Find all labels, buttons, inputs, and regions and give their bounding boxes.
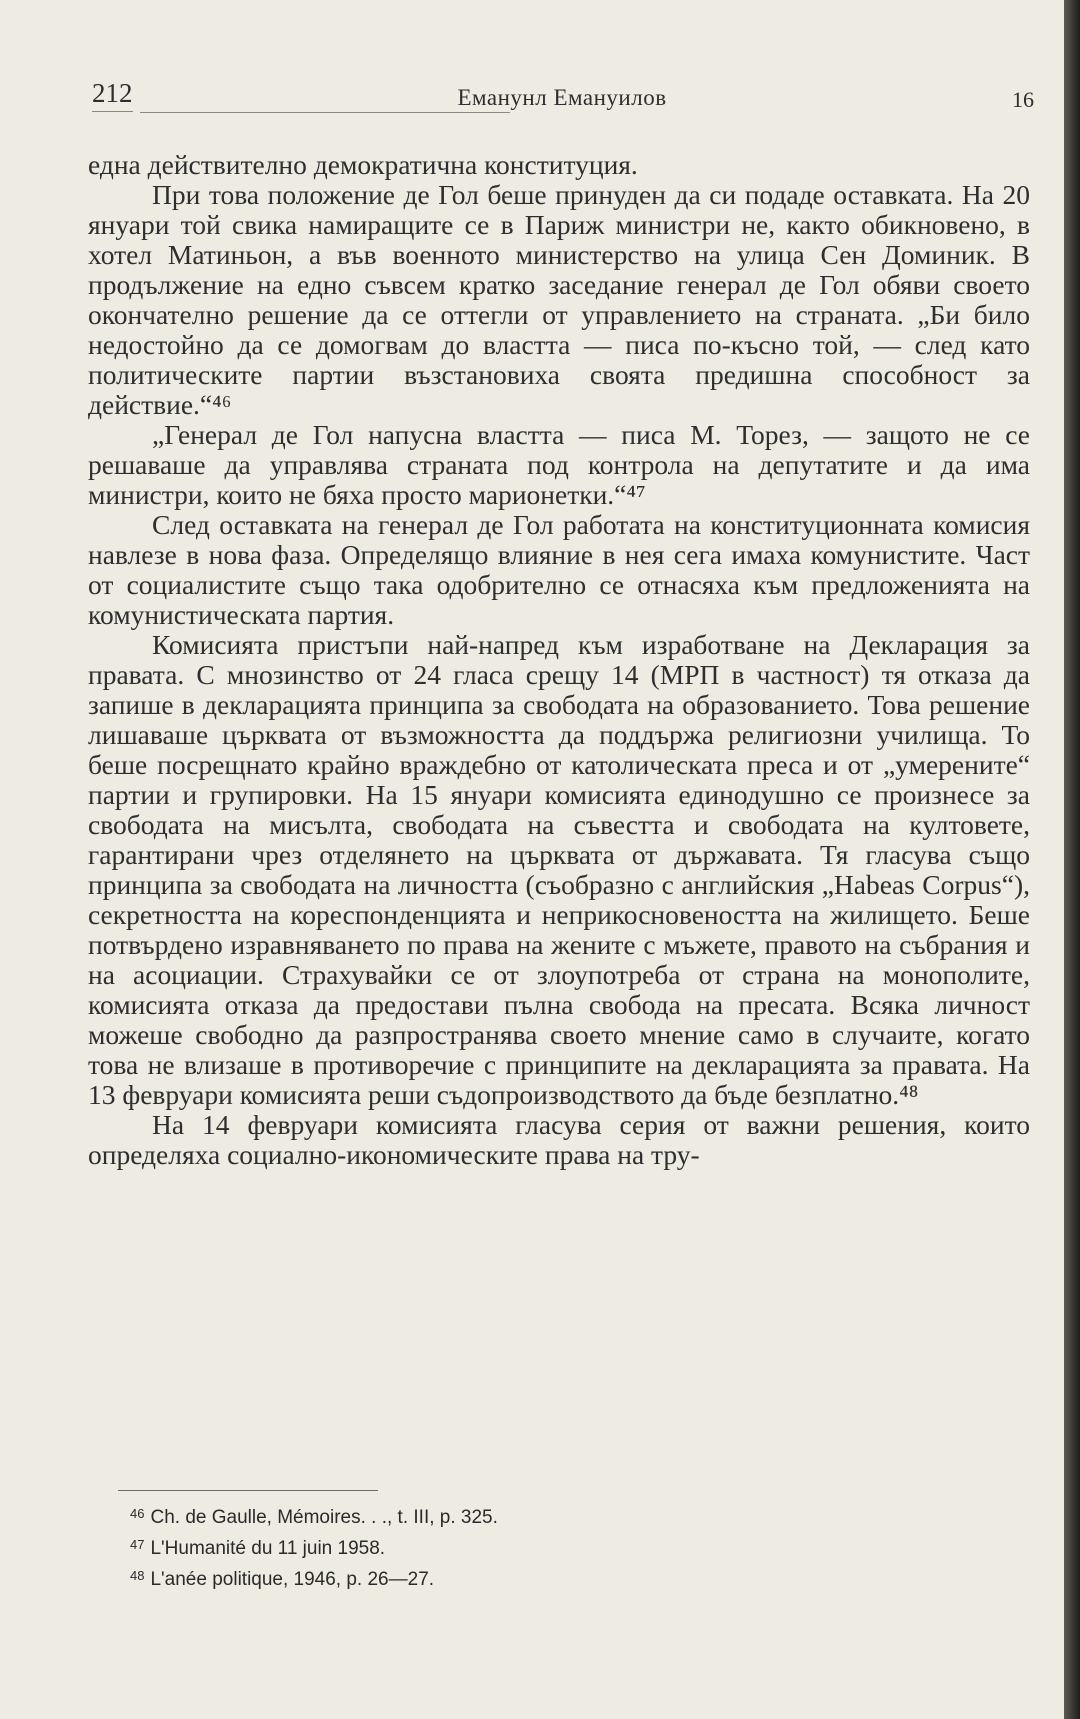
- footnote-text: L'Humanité du 11 juin 1958.: [150, 1538, 386, 1559]
- footnote: [130, 1562, 830, 1593]
- paragraph: След оставката на генерал де Гол работата на конституционната комисия навлезе в нова фаза. Определящо влияние в нея сега имаха комунистите. Част от социалистите също така одобрително се отнасяха към предложенията на комунистическата партия.: [88, 509, 1030, 630]
- footnotes: [130, 1500, 830, 1593]
- paragraph: На 14 февруари комисията гласува серия от важни решения, които определяха социално-икономическите права на тру-: [88, 1109, 1030, 1170]
- footnote-text: L'anée politique, 1946, p. 26—27.: [150, 1569, 435, 1590]
- signature-mark: 16: [1012, 87, 1034, 112]
- footnote: [130, 1500, 830, 1531]
- paragraph: Комисията пристъпи най-напред към изработване на Декларация за правата. С мнозинство от 24 гласа срещу 14 (МРП в частност) тя отказа да запише в декларацията принципа за свободата на образованието. Това решение лишаваше църквата от възможността да поддържа религиозни училища. То беше посрещнато крайно враждебно от католическата преса и от „умерените“ партии и групировки. На 15 януари комисията единодушно се произнесе за свободата на мисълта, свободата на съвестта и свободата на култовете, гарантирани чрез отделянето на църквата от държавата. Тя гласува също принципа за свободата на личността (съобразно с английския „Habeas Corpus“), секретността на кореспонденцията и неприкосновеността на жилището. Беше потвърдено изравняването по права на жените с мъжете, правото на събрания и на асоциации. Страхувайки се от злоупотреба от страна на монополите, комисията отказа да предостави пълна свобода на пресата. Всяка личност можеше свободно да разпространява своето мнение само в случаите, когато това не влизаше в противоречие с принципите на декларацията за правата. На 13 февруари комисията реши съдопроизводството да бъде безплатно.⁴⁸: [88, 629, 1030, 1110]
- footnote-marker: 46: [130, 1506, 145, 1521]
- page-number: 212: [92, 78, 133, 112]
- paragraph: една действително демократична конституция.: [88, 149, 638, 180]
- footnote-rule: [118, 1490, 378, 1491]
- page-edge: [1064, 0, 1080, 1719]
- body-text: [88, 150, 1030, 1170]
- footnote-marker: 48: [130, 1568, 145, 1583]
- footnote-marker: 47: [130, 1537, 145, 1552]
- footnote: [130, 1531, 830, 1562]
- paragraph: „Генерал де Гол напусна властта — писа М. Торез, — защото не се решаваше да управлява страната под контрола на депутатите и да има министри, които не бяха просто марионетки.“⁴⁷: [88, 419, 1030, 510]
- running-title: Еманунл Емануилов: [457, 85, 667, 110]
- page-header: [88, 78, 1036, 118]
- paragraph: При това положение де Гол беше принуден да си подаде оставката. На 20 януари той свика намиращите се в Париж министри не, както обикновено, в хотел Матиньон, а във военното министерство на улица Сен Доминик. В продължение на едно съвсем кратко заседание генерал де Гол обяви своето окончателно решение да се оттегли от управлението на страната. „Би било недостойно да се домогвам до властта — писа по-късно той, — след като политическите партии възстановиха своята предишна способност за действие.“⁴⁶: [88, 179, 1030, 420]
- header-rule: [140, 112, 510, 113]
- footnote-text: Ch. de Gaulle, Mémoires. . ., t. III, p. 325.: [150, 1507, 498, 1528]
